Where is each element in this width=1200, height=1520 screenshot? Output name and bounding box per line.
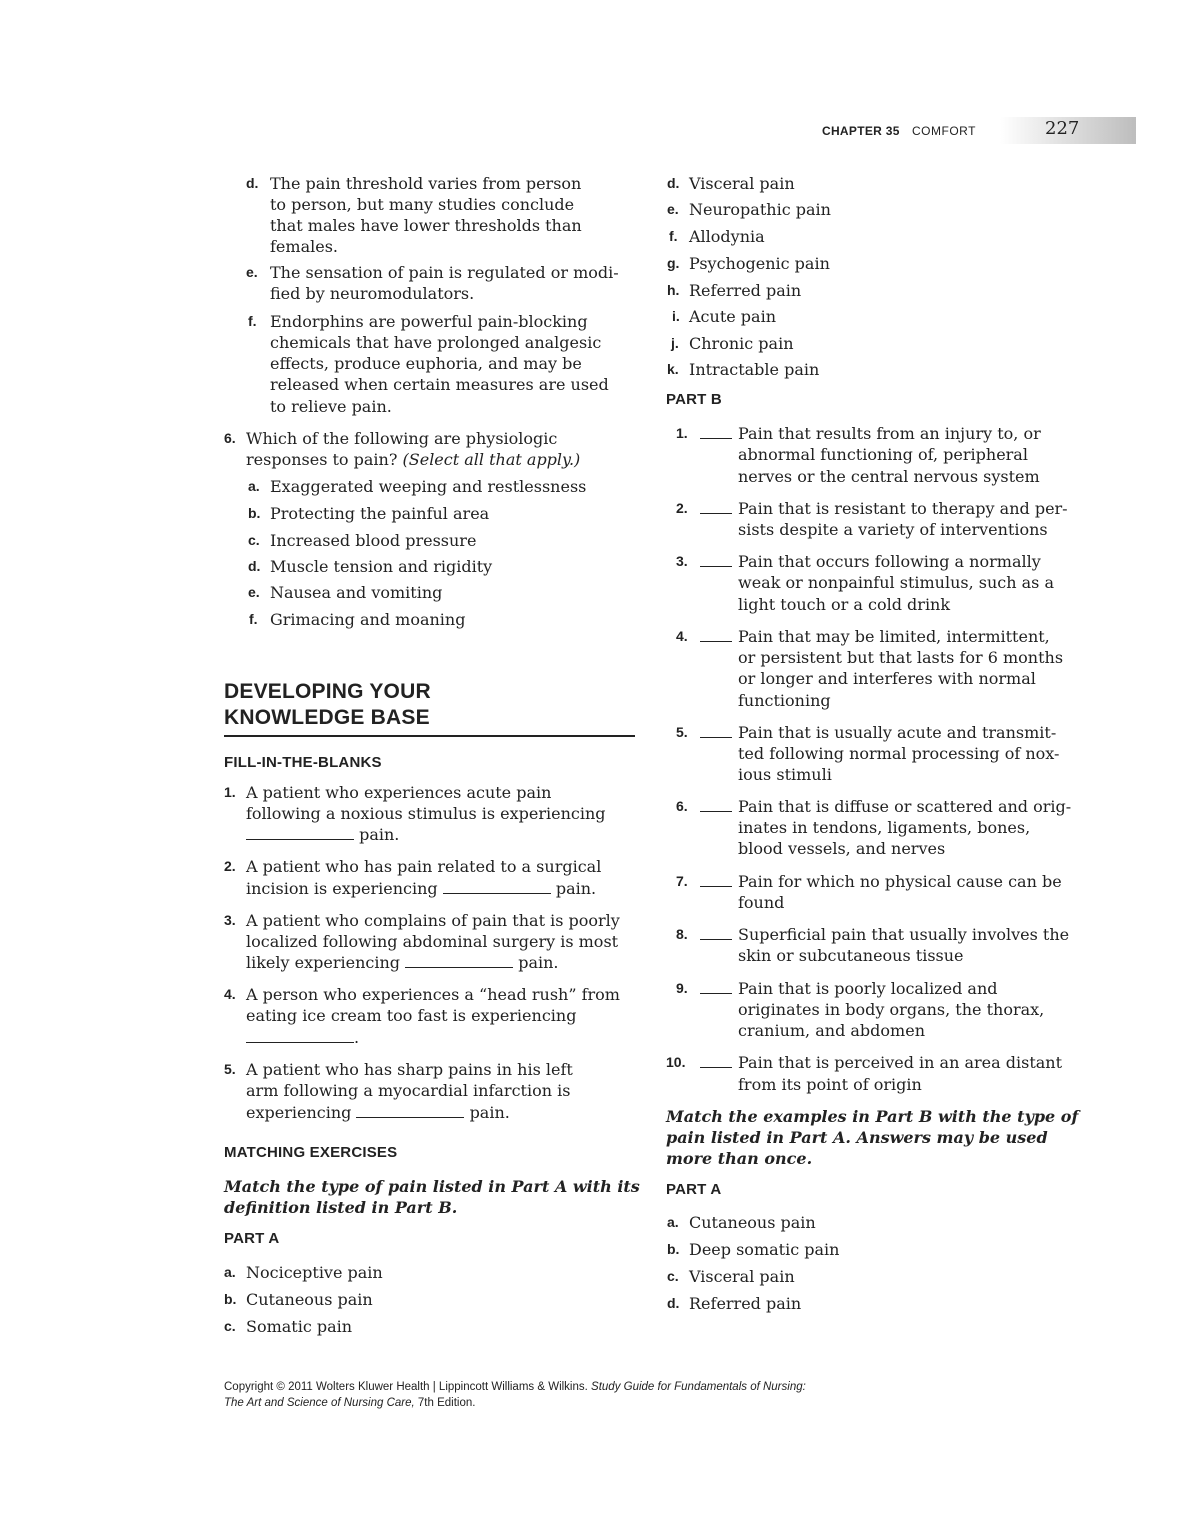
part-b-text: or persistent but that lasts for 6 months — [738, 648, 1064, 667]
section-title-line1: DEVELOPING YOUR — [224, 680, 431, 703]
part-b-text: weak or nonpainful stimulus, such as a — [738, 573, 1055, 592]
question-text: A patient who has pain related to a surgical — [246, 857, 602, 876]
question-number: 5. — [224, 1061, 236, 1077]
part-a-item: Neuropathic pain — [689, 200, 831, 219]
footer-line-1 — [224, 1381, 806, 1393]
part-a-letter: c. — [224, 1318, 236, 1334]
question-text: following a noxious stimulus is experiencing — [246, 804, 606, 823]
part-a-item: Deep somatic pain — [689, 1240, 840, 1259]
part-b-text: Pain that is resistant to therapy and per- — [738, 499, 1068, 518]
part-a-heading: PART A — [666, 1181, 722, 1198]
part-b-text: blood vessels, and nerves — [738, 839, 946, 858]
chapter-label: CHAPTER 35 — [822, 124, 900, 138]
part-a-letter: b. — [224, 1291, 237, 1307]
option-letter: e. — [246, 264, 258, 280]
part-b-text: light touch or a cold drink — [738, 595, 951, 614]
answer-blank[interactable] — [246, 1028, 354, 1043]
option-text: Grimacing and moaning — [270, 610, 466, 629]
part-b-text: Pain that results from an injury to, or — [738, 424, 1041, 443]
part-a-item: Cutaneous pain — [246, 1290, 373, 1309]
part-a-item: Intractable pain — [689, 360, 820, 379]
part-a-item: Visceral pain — [689, 1267, 795, 1286]
option-letter: f. — [249, 611, 258, 627]
part-a-item: Somatic pain — [246, 1317, 353, 1336]
option-text: females. — [270, 237, 338, 256]
question-text-part: . — [354, 1028, 360, 1047]
part-b-text: Pain that occurs following a normally — [738, 552, 1041, 571]
part-a-letter: g. — [667, 255, 680, 271]
footer-book-title: Study Guide for Fundamentals of Nursing: — [591, 1381, 806, 1393]
option-letter: d. — [248, 558, 261, 574]
answer-blank[interactable] — [700, 939, 732, 940]
question-text: arm following a myocardial infarction is — [246, 1081, 571, 1100]
part-b-heading: PART B — [666, 391, 722, 408]
part-b-text: Pain that is usually acute and transmit- — [738, 723, 1057, 742]
part-b-text: found — [738, 893, 785, 912]
part-a-letter: h. — [667, 282, 680, 298]
part-b-text: ious stimuli — [738, 765, 832, 784]
matching-heading: MATCHING EXERCISES — [224, 1144, 398, 1161]
part-a-item: Visceral pain — [689, 174, 795, 193]
fill-heading: FILL-IN-THE-BLANKS — [224, 754, 382, 771]
answer-blank[interactable] — [700, 438, 732, 439]
matching-instruction: more than once. — [666, 1149, 813, 1168]
part-b-text: inates in tendons, ligaments, bones, — [738, 818, 1031, 837]
question-text: A patient who complains of pain that is poorly — [246, 911, 620, 930]
part-a-letter: a. — [224, 1264, 236, 1280]
part-b-text: sists despite a variety of interventions — [738, 520, 1048, 539]
answer-blank[interactable] — [356, 1103, 464, 1118]
question-text: localized following abdominal surgery is most — [246, 932, 619, 951]
part-a-letter: e. — [667, 201, 679, 217]
section-label: COMFORT — [912, 124, 976, 138]
option-letter: f. — [248, 313, 257, 329]
option-text: to relieve pain. — [270, 397, 392, 416]
answer-blank[interactable] — [700, 641, 732, 642]
part-b-number: 5. — [676, 724, 688, 740]
option-text: The sensation of pain is regulated or modi- — [270, 263, 619, 282]
question-text: eating ice cream too fast is experiencing — [246, 1006, 577, 1025]
answer-blank[interactable] — [700, 566, 732, 567]
option-text: The pain threshold varies from person — [270, 174, 582, 193]
part-a-letter: d. — [667, 175, 680, 191]
part-b-text: skin or subcutaneous tissue — [738, 946, 964, 965]
option-text: to person, but many studies conclude — [270, 195, 575, 214]
question-text — [246, 824, 399, 845]
question-text-part: experiencing — [246, 1103, 352, 1122]
part-a-item: Cutaneous pain — [689, 1213, 816, 1232]
part-a-item: Chronic pain — [689, 334, 794, 353]
answer-blank[interactable] — [246, 825, 354, 840]
question-text-part: pain. — [359, 825, 400, 844]
option-text: that males have lower thresholds than — [270, 216, 582, 235]
question-text — [246, 878, 596, 899]
part-a-item: Referred pain — [689, 281, 802, 300]
part-a-letter: k. — [667, 361, 679, 377]
part-a-item: Nociceptive pain — [246, 1263, 383, 1282]
option-text: Nausea and vomiting — [270, 583, 443, 602]
answer-blank[interactable] — [443, 879, 551, 894]
part-a-item: Acute pain — [689, 307, 777, 326]
answer-blank[interactable] — [700, 737, 732, 738]
part-a-letter: f. — [669, 228, 678, 244]
question-number: 1. — [224, 784, 236, 800]
option-text: chemicals that have prolonged analgesic — [270, 333, 602, 352]
answer-blank[interactable] — [700, 886, 732, 887]
option-text: released when certain measures are used — [270, 375, 609, 394]
footer-line-2 — [224, 1397, 475, 1409]
question-number: 3. — [224, 912, 236, 928]
question-number: 4. — [224, 986, 236, 1002]
matching-instruction: definition listed in Part B. — [224, 1198, 458, 1217]
section-title-line2: KNOWLEDGE BASE — [224, 706, 430, 729]
question-text-part: incision is experiencing — [246, 879, 438, 898]
part-a-heading: PART A — [224, 1230, 280, 1247]
part-a-letter: j. — [671, 335, 679, 351]
question-text: A patient who experiences acute pain — [246, 783, 552, 802]
part-b-text: abnormal functioning of, peripheral — [738, 445, 1028, 464]
footer-text: 7th Edition. — [417, 1397, 476, 1409]
question-text — [246, 952, 559, 973]
part-b-text: or longer and interferes with normal — [738, 669, 1036, 688]
part-a-letter: b. — [667, 1241, 680, 1257]
part-a-letter: i. — [672, 308, 680, 324]
part-b-number: 9. — [676, 980, 688, 996]
option-text: Increased blood pressure — [270, 531, 477, 550]
answer-blank[interactable] — [700, 811, 732, 812]
part-b-text: from its point of origin — [738, 1075, 922, 1094]
question-text-part: likely experiencing — [246, 953, 401, 972]
part-b-text: Pain that may be limited, intermittent, — [738, 627, 1050, 646]
matching-instruction: Match the type of pain listed in Part A with its — [224, 1177, 640, 1196]
question-text: Which of the following are physiologic — [246, 429, 558, 448]
part-b-text: Pain that is poorly localized and — [738, 979, 998, 998]
question-text-part: pain. — [469, 1103, 510, 1122]
question-text: A patient who has sharp pains in his left — [246, 1060, 573, 1079]
question-number: 2. — [224, 858, 236, 874]
option-text: Endorphins are powerful pain-blocking — [270, 312, 588, 331]
question-text: A person who experiences a “head rush” from — [246, 985, 620, 1004]
part-b-number: 10. — [666, 1054, 686, 1070]
part-b-number: 7. — [676, 873, 688, 889]
part-b-text: Superficial pain that usually involves the — [738, 925, 1070, 944]
part-b-text: nerves or the central nervous system — [738, 467, 1040, 486]
answer-blank[interactable] — [405, 953, 513, 968]
option-text: effects, produce euphoria, and may be — [270, 354, 582, 373]
part-a-letter: c. — [667, 1268, 679, 1284]
option-letter: b. — [248, 505, 261, 521]
part-b-text: Pain that is diffuse or scattered and orig- — [738, 797, 1072, 816]
answer-blank[interactable] — [700, 1067, 732, 1068]
part-b-number: 2. — [676, 500, 688, 516]
option-letter: d. — [246, 175, 259, 191]
part-b-text: Pain that is perceived in an area distant — [738, 1053, 1063, 1072]
option-text: fied by neuromodulators. — [270, 284, 475, 303]
part-b-number: 3. — [676, 553, 688, 569]
question-text-part: pain. — [518, 953, 559, 972]
part-b-number: 8. — [676, 926, 688, 942]
question-text-part: pain. — [555, 879, 597, 898]
question-text — [246, 1027, 359, 1048]
part-a-item: Referred pain — [689, 1294, 802, 1313]
option-text: Exaggerated weeping and restlessness — [270, 477, 587, 496]
part-b-number: 1. — [676, 425, 688, 441]
part-b-text: cranium, and abdomen — [738, 1021, 925, 1040]
part-b-text: Pain for which no physical cause can be — [738, 872, 1062, 891]
footer-book-subtitle: The Art and Science of Nursing Care, — [224, 1397, 415, 1409]
part-b-number: 4. — [676, 628, 688, 644]
part-b-number: 6. — [676, 798, 688, 814]
part-a-item: Allodynia — [689, 227, 765, 246]
part-b-text: originates in body organs, the thorax, — [738, 1000, 1045, 1019]
part-a-item: Psychogenic pain — [689, 254, 830, 273]
footer-text: Copyright © 2011 Wolters Kluwer Health | Lippincott Williams & Wilkins. — [224, 1381, 588, 1393]
question-number: 6. — [224, 430, 236, 446]
select-all-note: (Select all that apply.) — [402, 450, 581, 469]
option-letter: e. — [248, 584, 260, 600]
part-b-text: functioning — [738, 691, 831, 710]
part-a-letter: a. — [667, 1214, 679, 1230]
part-a-letter: d. — [667, 1295, 680, 1311]
option-text: Protecting the painful area — [270, 504, 490, 523]
option-letter: a. — [248, 478, 260, 494]
matching-instruction: Match the examples in Part B with the type of — [666, 1107, 1079, 1126]
answer-blank[interactable] — [700, 993, 732, 994]
answer-blank[interactable] — [700, 513, 732, 514]
page-number: 227 — [1045, 118, 1080, 139]
question-text — [246, 1102, 510, 1123]
section-rule — [224, 735, 635, 737]
part-b-text: ted following normal processing of nox- — [738, 744, 1060, 763]
option-letter: c. — [248, 532, 260, 548]
question-text-part: responses to pain? — [246, 450, 398, 469]
question-text — [246, 449, 580, 470]
option-text: Muscle tension and rigidity — [270, 557, 493, 576]
matching-instruction: pain listed in Part A. Answers may be used — [666, 1128, 1048, 1147]
